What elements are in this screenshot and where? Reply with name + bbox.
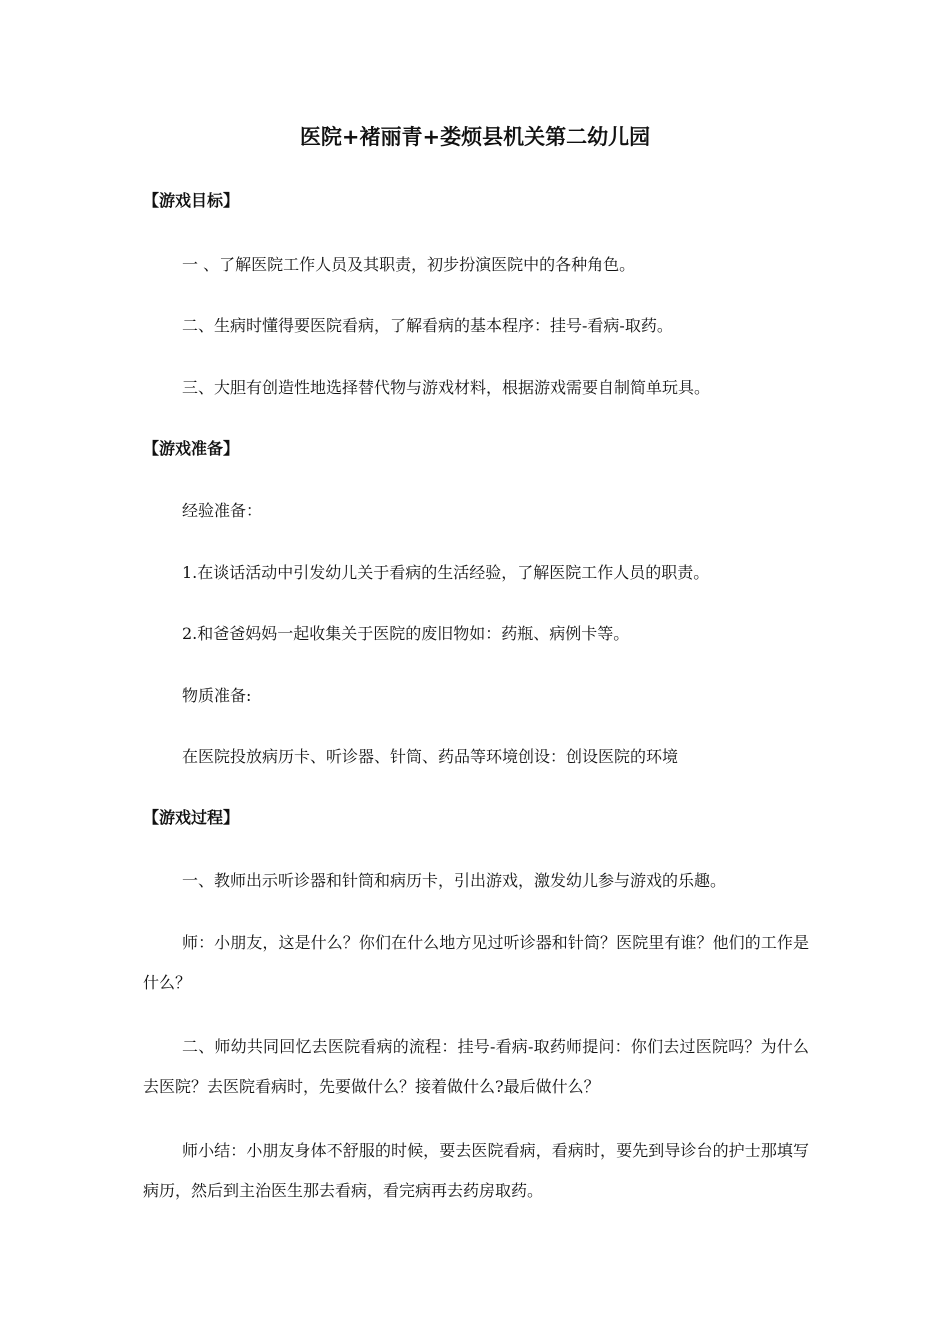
process-item-2: 师：小朋友，这是什么？你们在什么地方见过听诊器和针筒？医院里有谁？他们的工作是什么？ xyxy=(143,933,809,992)
process-item-1: 一、教师出示听诊器和针筒和病历卡，引出游戏，激发幼儿参与游戏的乐趣。 xyxy=(182,871,727,890)
goal-item-2: 二、生病时懂得要医院看病，了解看病的基本程序：挂号-看病-取药。 xyxy=(182,316,673,335)
prep-item-2: 2.和爸爸妈妈一起收集关于医院的废旧物如：药瓶、病例卡等。 xyxy=(182,624,630,643)
process-item-3: 二、师幼共同回忆去医院看病的流程：挂号-看病-取药师提问：你们去过医院吗？为什么去医院？去医院看病时，先要做什么？接着做什么?最后做什么？ xyxy=(143,1037,809,1096)
section-heading-prep: 【游戏准备】 xyxy=(143,439,240,458)
goal-item-1: 一 、了解医院工作人员及其职责，初步扮演医院中的各种角色。 xyxy=(182,255,636,274)
document-title: 医院+褚丽青+娄烦县机关第二幼儿园 xyxy=(299,125,651,149)
prep-experience-label: 经验准备： xyxy=(182,501,263,520)
prep-material-text: 在医院投放病历卡、听诊器、针筒、药品等环境创设：创设医院的环境 xyxy=(182,747,679,766)
prep-material-label: 物质准备: xyxy=(182,686,252,705)
process-item-4: 师小结：小朋友身体不舒服的时候，要去医院看病，看病时，要先到导诊台的护士那填写病历，然后到主治医生那去看病，看完病再去药房取药。 xyxy=(143,1141,809,1200)
prep-item-1: 1.在谈话活动中引发幼儿关于看病的生活经验，了解医院工作人员的职责。 xyxy=(182,563,710,582)
goal-item-3: 三、大胆有创造性地选择替代物与游戏材料，根据游戏需要自制简单玩具。 xyxy=(182,378,711,397)
section-heading-process: 【游戏过程】 xyxy=(143,808,240,827)
section-heading-goal: 【游戏目标】 xyxy=(143,191,240,210)
